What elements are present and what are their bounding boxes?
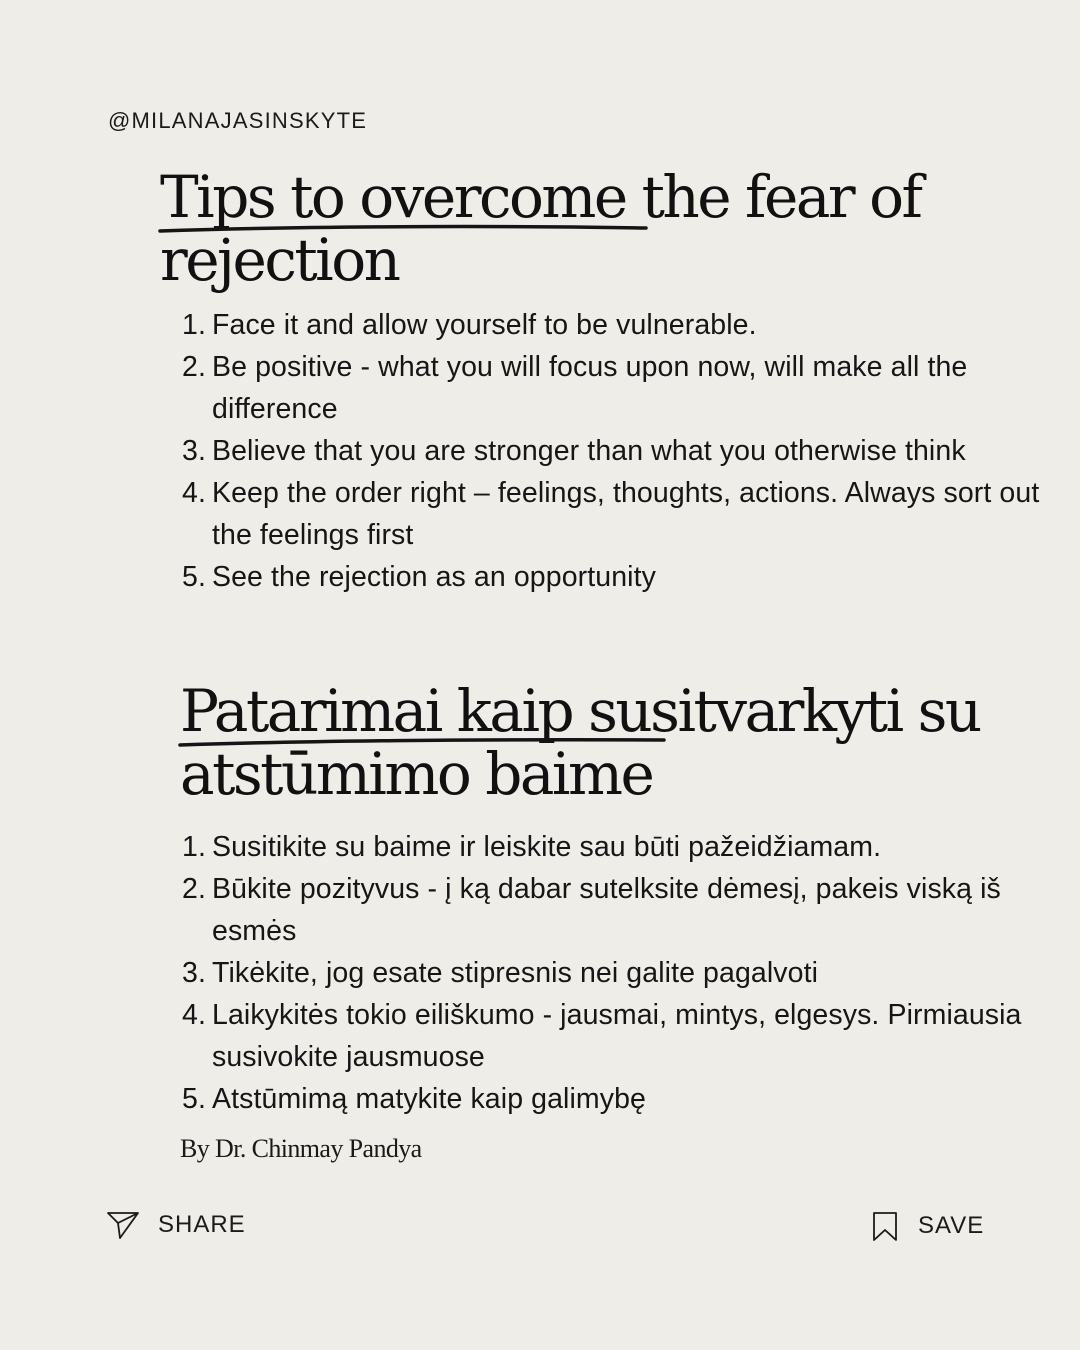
list-item bbox=[182, 826, 1040, 868]
item-number: 1. bbox=[182, 831, 206, 863]
lithuanian-tips-section bbox=[180, 677, 1040, 1120]
english-title-line2: rejection bbox=[160, 226, 399, 294]
lithuanian-tips-list bbox=[182, 826, 1040, 1120]
share-label: SHARE bbox=[158, 1211, 246, 1238]
item-text: Be positive - what you will focus upon now, will make all the difference bbox=[212, 351, 968, 425]
item-text: Keep the order right – feelings, thoughts, actions. Always sort out the feelings first bbox=[212, 477, 1040, 551]
list-item bbox=[182, 346, 1040, 430]
item-number: 2. bbox=[182, 873, 206, 905]
list-item bbox=[182, 868, 1040, 952]
item-number: 3. bbox=[182, 435, 206, 467]
item-text: Susitikite su baime ir leiskite sau būti pažeidžiamam. bbox=[212, 831, 882, 863]
list-item bbox=[182, 304, 1040, 346]
item-text: Būkite pozityvus - į ką dabar sutelksite dėmesį, pakeis viską iš esmės bbox=[212, 873, 1001, 947]
item-number: 4. bbox=[182, 999, 206, 1031]
english-title bbox=[160, 163, 1040, 294]
list-item bbox=[182, 1078, 1040, 1120]
save-label: SAVE bbox=[918, 1212, 985, 1239]
item-number: 5. bbox=[182, 1083, 206, 1115]
lithuanian-title-line2: atstūmimo baime bbox=[180, 740, 653, 808]
item-text: Face it and allow yourself to be vulnerable. bbox=[212, 309, 757, 341]
list-item bbox=[182, 994, 1040, 1078]
list-item bbox=[182, 952, 1040, 994]
list-item bbox=[182, 472, 1040, 556]
english-tips-section bbox=[160, 163, 1040, 598]
item-text: Atstūmimą matykite kaip galimybę bbox=[212, 1083, 647, 1115]
item-number: 2. bbox=[182, 351, 206, 383]
item-number: 4. bbox=[182, 477, 206, 509]
list-item bbox=[182, 556, 1040, 598]
lithuanian-title bbox=[180, 677, 1040, 808]
item-text: Tikėkite, jog esate stipresnis nei galite pagalvoti bbox=[212, 957, 819, 989]
item-text: Laikykitės tokio eiliškumo - jausmai, mintys, elgesys. Pirmiausia susivokite jausmuose bbox=[212, 999, 1022, 1073]
item-number: 3. bbox=[182, 957, 206, 989]
english-title-line1: Tips to overcome the fear of bbox=[160, 163, 921, 231]
save-button[interactable] bbox=[870, 1210, 984, 1242]
item-text: See the rejection as an opportunity bbox=[212, 561, 656, 593]
item-text: Believe that you are stronger than what you otherwise think bbox=[212, 435, 966, 467]
english-tips-list bbox=[182, 304, 1040, 598]
list-item bbox=[182, 430, 1040, 472]
account-handle: @MILANAJASINSKYTE bbox=[108, 108, 368, 133]
paper-plane-icon bbox=[106, 1210, 140, 1240]
share-button[interactable] bbox=[106, 1210, 246, 1240]
item-number: 5. bbox=[182, 561, 206, 593]
author-byline: By Dr. Chinmay Pandya bbox=[180, 1134, 422, 1163]
bookmark-icon bbox=[870, 1210, 900, 1242]
item-number: 1. bbox=[182, 309, 206, 341]
lithuanian-title-line1: Patarimai kaip susitvarkyti su bbox=[180, 677, 980, 745]
